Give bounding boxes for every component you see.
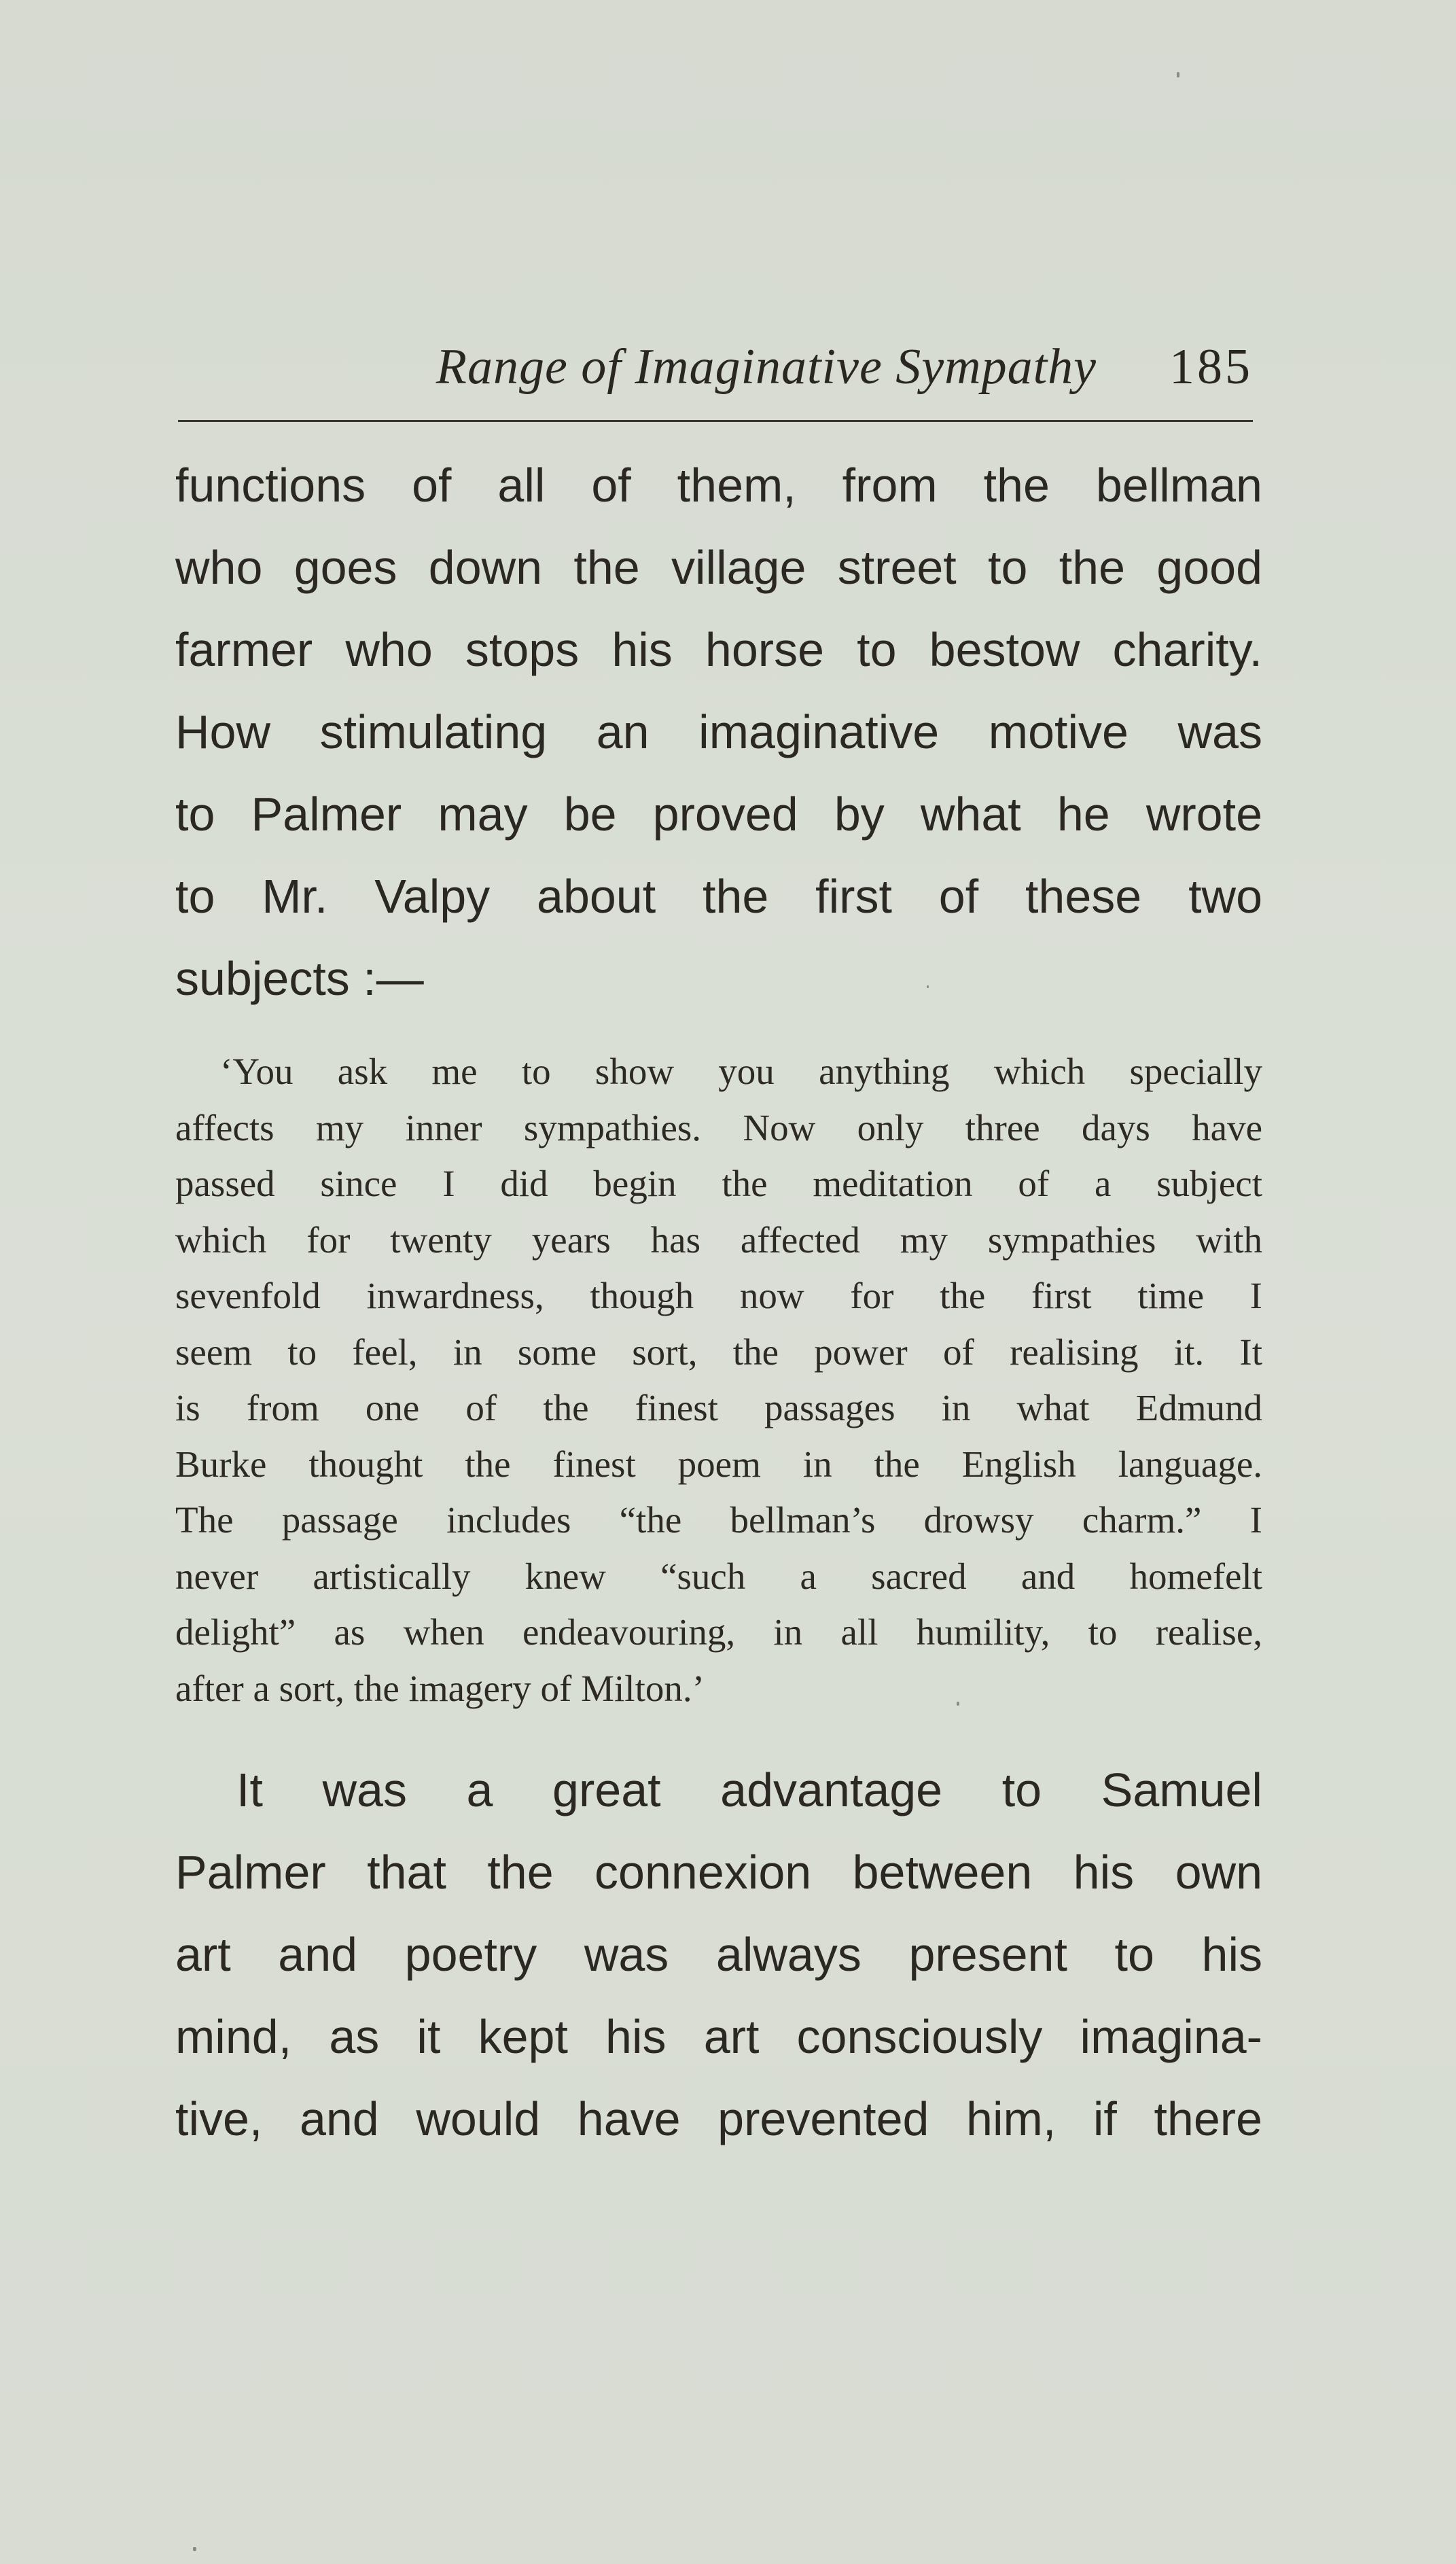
quote-line: seem to feel, in some sort, the power of realising it. It <box>175 1331 1262 1373</box>
quote-line: sevenfold inwardness, though now for the first time I <box>175 1275 1262 1316</box>
text-line: subjects :— <box>175 952 424 1005</box>
text-line: How stimulating an imaginative motive was <box>175 705 1262 758</box>
quote-line: is from one of the finest passages in what Edmund <box>175 1387 1262 1428</box>
page-number: 185 <box>1169 339 1253 395</box>
paper-speck <box>193 2547 196 2551</box>
block-quotation <box>175 1044 1262 1717</box>
text-line: to Palmer may be proved by what he wrote <box>175 788 1262 841</box>
running-head <box>178 333 1253 415</box>
paper-speck <box>957 1702 959 1706</box>
quote-line: which for twenty years has affected my sympathies with <box>175 1218 1262 1261</box>
paragraph-2 <box>175 1749 1262 2160</box>
text-line: to Mr. Valpy about the first of these two <box>175 870 1262 923</box>
text-line: mind, as it kept his art consciously imagina- <box>175 2010 1262 2063</box>
text-line: art and poetry was always present to his <box>175 1928 1262 1981</box>
paragraph-1 <box>175 444 1262 1020</box>
text-line: Palmer that the connexion between his own <box>175 1846 1262 1899</box>
header-rule <box>178 420 1253 422</box>
quote-line: passed since I did begin the meditation of a subject <box>175 1163 1262 1204</box>
quote-line: after a sort, the imagery of Milton.’ <box>175 1667 705 1709</box>
quote-line: affects my inner sympathies. Now only three days have <box>175 1106 1262 1148</box>
quote-line: The passage includes “the bellman’s drowsy charm.” I <box>175 1499 1262 1541</box>
paper-speck <box>1177 72 1179 77</box>
quote-line: delight” as when endeavouring, in all humility, to realise, <box>175 1611 1262 1653</box>
text-line: farmer who stops his horse to bestow charity. <box>175 623 1262 676</box>
running-head-title: Range of Imaginative Sympathy <box>436 339 1097 395</box>
paper-speck <box>927 985 929 988</box>
text-line: who goes down the village street to the good <box>175 541 1262 594</box>
quote-line: Burke thought the finest poem in the English language. <box>175 1443 1262 1485</box>
text-line: tive, and would have prevented him, if there <box>175 2092 1262 2145</box>
text-line: functions of all of them, from the bellman <box>175 459 1262 512</box>
quote-line: ‘You ask me to show you anything which specially <box>220 1051 1262 1092</box>
quote-line: never artistically knew “such a sacred and homefelt <box>175 1555 1262 1597</box>
text-line: It was a great advantage to Samuel <box>236 1763 1262 1816</box>
